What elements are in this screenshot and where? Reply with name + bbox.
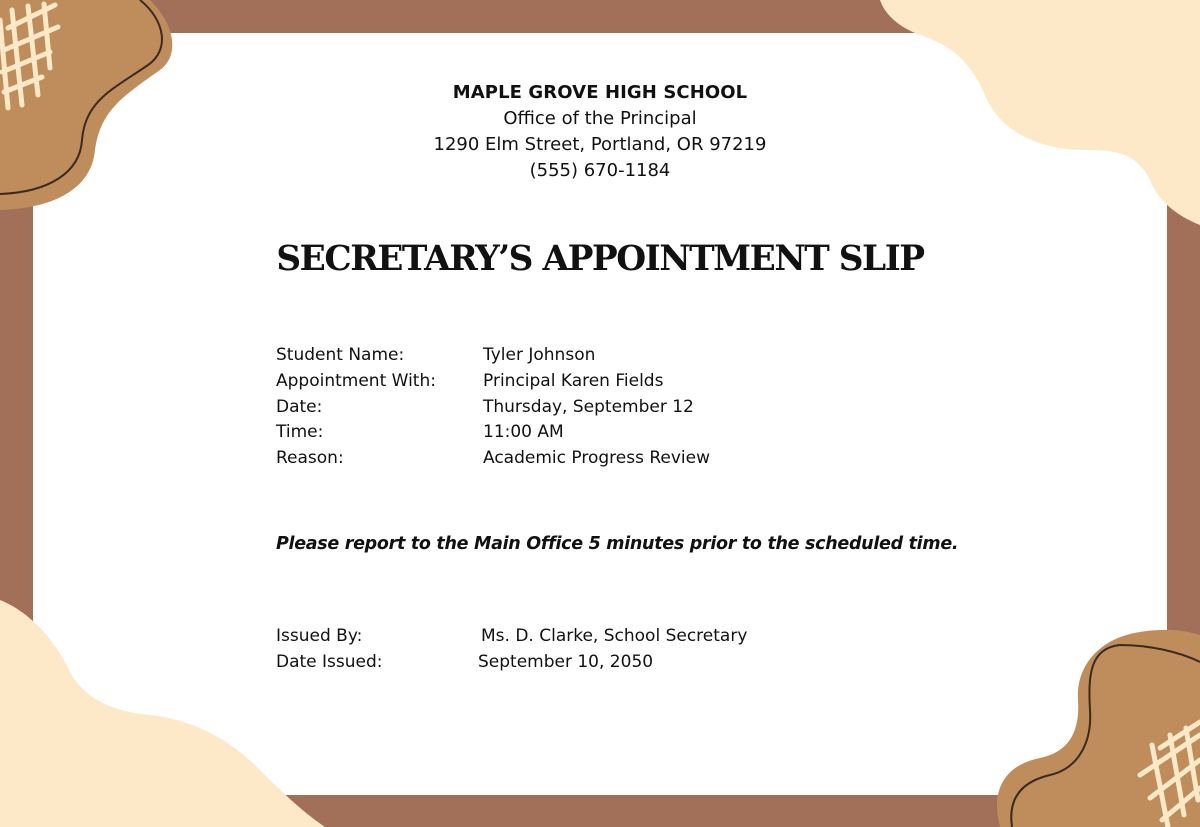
detail-value: Tyler Johnson [483,345,596,365]
issued-by-row [276,623,747,649]
detail-value: Academic Progress Review [483,448,710,469]
detail-label: Appointment With: [276,370,436,391]
office-name: Office of the Principal [503,108,697,129]
detail-value: 11:00 AM [483,422,564,443]
school-name: MAPLE GROVE HIGH SCHOOL [452,82,748,103]
date-issued-label: Date Issued: [276,652,383,672]
issued-by-label: Issued By: [276,626,363,646]
appointment-details [276,343,710,472]
detail-label: Time: [276,422,324,443]
school-header [300,80,900,184]
report-notice: Please report to the Main Office 5 minutes prior to the scheduled time. [276,534,959,554]
detail-row-reason [276,446,710,472]
issuance-details [276,623,747,675]
school-phone: (555) 670-1184 [529,160,671,181]
slip-title: SECRETARY’S APPOINTMENT SLIP [276,238,924,279]
detail-row-student [276,343,710,369]
detail-row-date [276,395,710,421]
date-issued-value: September 10, 2050 [478,652,654,672]
issued-by-value: Ms. D. Clarke, School Secretary [481,626,748,646]
detail-label: Date: [276,396,323,417]
detail-label: Reason: [276,448,344,469]
detail-value: Thursday, September 12 [483,396,694,417]
detail-row-appointment-with [276,369,710,395]
detail-label: Student Name: [276,345,405,365]
date-issued-row [276,649,747,675]
detail-row-time [276,420,710,446]
detail-value: Principal Karen Fields [483,370,664,391]
school-address: 1290 Elm Street, Portland, OR 97219 [433,134,767,155]
